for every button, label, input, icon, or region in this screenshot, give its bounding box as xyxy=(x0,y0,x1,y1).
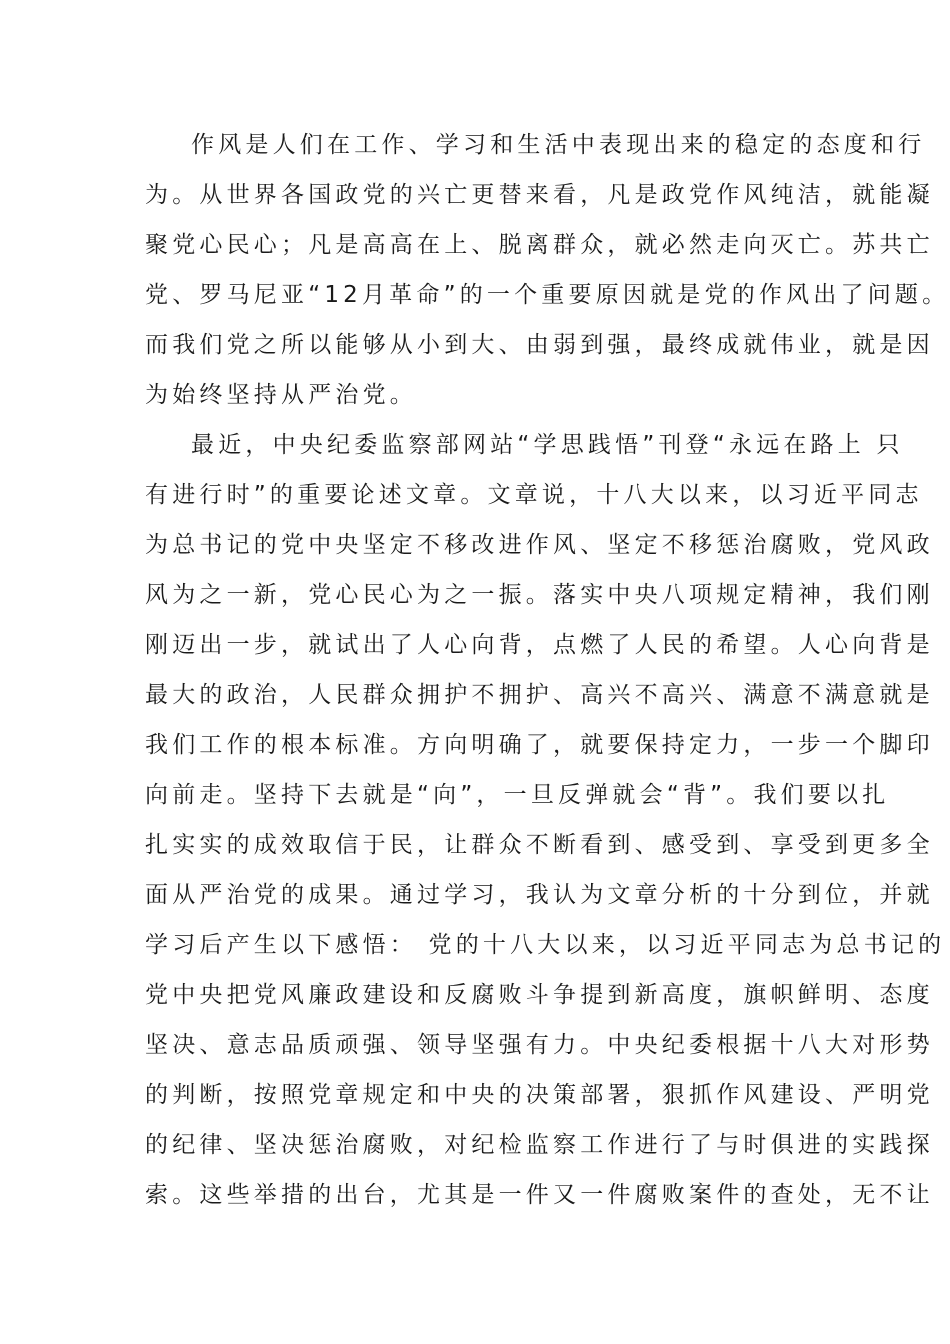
text-line: 作风是人们在工作、学习和生活中表现出来的稳定的态度和行 xyxy=(191,132,926,158)
text-line: 的判断，按照党章规定和中央的决策部署，狠抓作风建设、严明党 xyxy=(145,1082,934,1108)
text-line: 索。这些举措的出台，尤其是一件又一件腐败案件的查处，无不让 xyxy=(145,1182,934,1208)
text-line: 党、罗马尼亚“12月革命”的一个重要原因就是党的作风出了问题。 xyxy=(145,282,950,308)
text-line: 有进行时”的重要论述文章。文章说，十八大以来，以习近平同志 xyxy=(145,482,923,508)
text-line: 为总书记的党中央坚定不移改进作风、坚定不移惩治腐败，党风政 xyxy=(145,532,934,558)
text-line: 为。从世界各国政党的兴亡更替来看，凡是政党作风纯洁，就能凝 xyxy=(145,182,934,208)
text-line: 为始终坚持从严治党。 xyxy=(145,382,417,408)
text-line: 最大的政治，人民群众拥护不拥护、高兴不高兴、满意不满意就是 xyxy=(145,682,934,708)
text-line: 最近，中央纪委监察部网站“学思践悟”刊登“永远在路上 只 xyxy=(191,432,904,458)
text-line: 面从严治党的成果。通过学习，我认为文章分析的十分到位，并就 xyxy=(145,882,934,908)
text-line: 向前走。坚持下去就是“向”，一旦反弹就会“背”。我们要以扎 xyxy=(145,782,890,808)
text-line: 聚党心民心；凡是高高在上、脱离群众，就必然走向灭亡。苏共亡 xyxy=(145,232,934,258)
text-line: 我们工作的根本标准。方向明确了，就要保持定力，一步一个脚印 xyxy=(145,732,934,758)
text-line: 坚决、意志品质顽强、领导坚强有力。中央纪委根据十八大对形势 xyxy=(145,1032,934,1058)
text-line: 刚迈出一步，就试出了人心向背，点燃了人民的希望。人心向背是 xyxy=(145,632,934,658)
text-line: 而我们党之所以能够从小到大、由弱到强，最终成就伟业，就是因 xyxy=(145,332,934,358)
text-line: 风为之一新，党心民心为之一振。落实中央八项规定精神，我们刚 xyxy=(145,582,934,608)
text-line: 学习后产生以下感悟： 党的十八大以来，以习近平同志为总书记的 xyxy=(145,932,946,958)
text-line: 的纪律、坚决惩治腐败，对纪检监察工作进行了与时俱进的实践探 xyxy=(145,1132,934,1158)
text-line: 党中央把党风廉政建设和反腐败斗争提到新高度，旗帜鲜明、态度 xyxy=(145,982,934,1008)
text-line: 扎实实的成效取信于民，让群众不断看到、感受到、享受到更多全 xyxy=(145,832,934,858)
